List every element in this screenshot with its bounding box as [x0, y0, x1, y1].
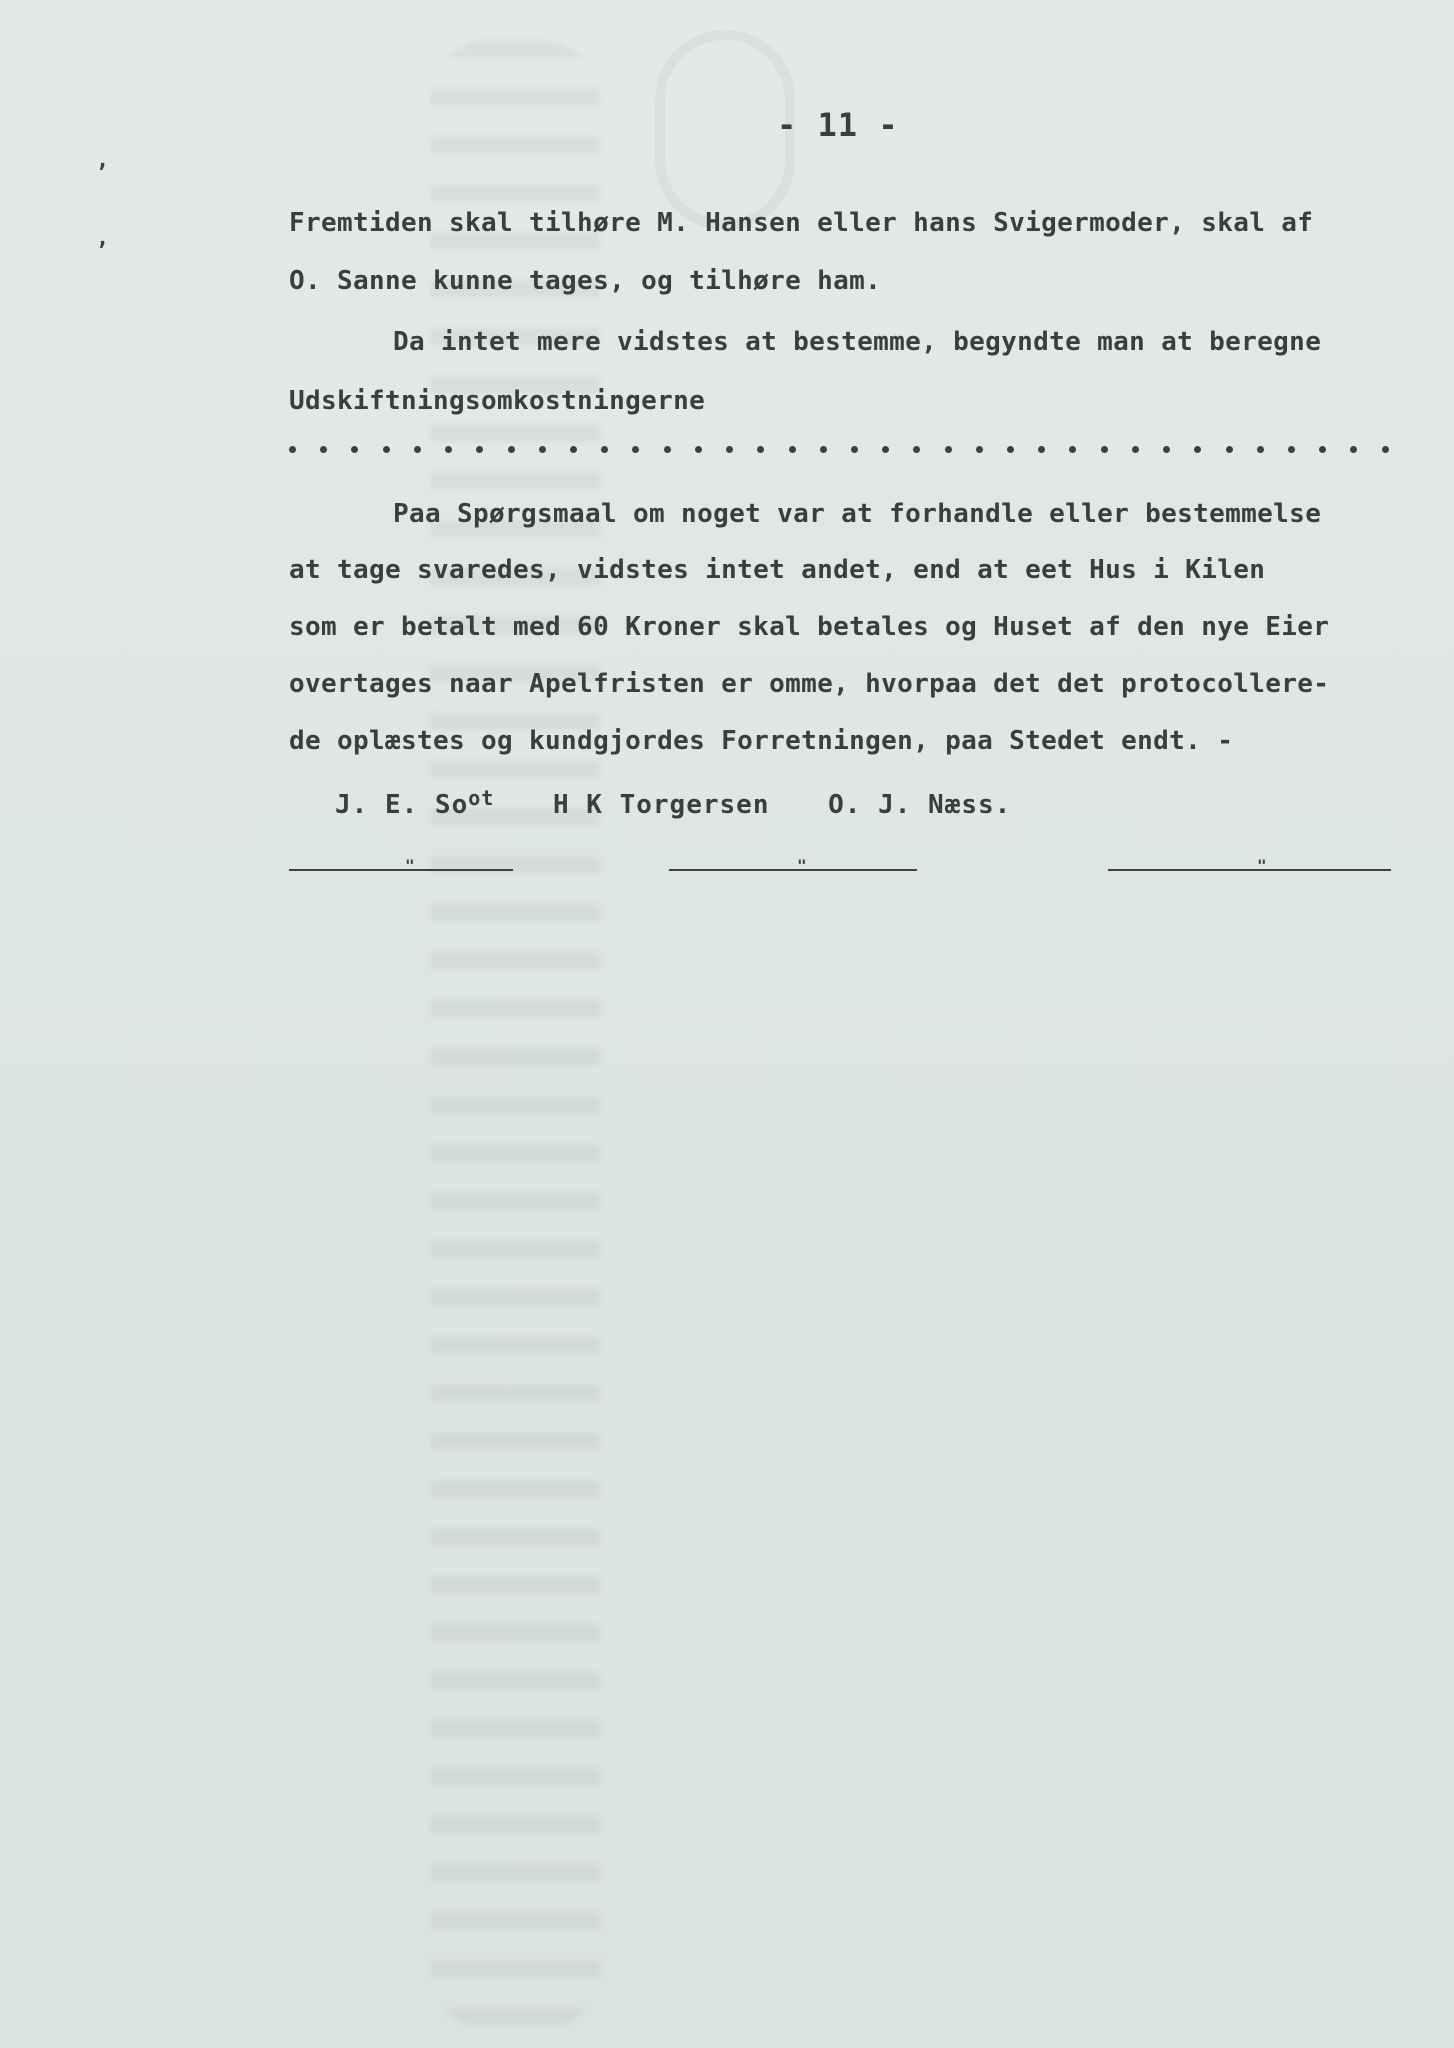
- text-line-5: Paa Spørgsmaal om noget var at forhandle eller bestemmelse: [393, 499, 1322, 529]
- signature-rule-right: [1108, 856, 1391, 879]
- text-line-2: O. Sanne kunne tages, og tilhøre ham.: [289, 266, 882, 296]
- separator-dot: [445, 446, 452, 453]
- separator-dot: [1194, 446, 1201, 453]
- text-line-6: at tage svaredes, vidstes intet andet, end at eet Hus i Kilen: [289, 555, 1266, 585]
- margin-mark-top: ,: [96, 148, 110, 173]
- separator-dot: [945, 446, 952, 453]
- separator-dot: [383, 446, 390, 453]
- signature-first-superscript: ot: [468, 786, 495, 810]
- page-number: - 11 -: [777, 106, 899, 144]
- separator-dot: [664, 446, 671, 453]
- signature-second: H K Torgersen: [552, 790, 770, 820]
- separator-dot: [601, 446, 608, 453]
- dotted-separator: [289, 446, 1389, 453]
- separator-dot: [508, 446, 515, 453]
- signature-third: O. J. Næss.: [828, 790, 1012, 820]
- separator-dot: [726, 446, 733, 453]
- signature-rule-middle: [669, 856, 917, 879]
- separator-dot: [1132, 446, 1139, 453]
- signature-first-text: J. E. So: [335, 790, 469, 820]
- separator-dot: [570, 446, 577, 453]
- rule-line: [1108, 869, 1391, 871]
- separator-dot: [320, 446, 327, 453]
- signature-rule-left: [289, 856, 513, 879]
- text-line-3: Da intet mere vidstes at bestemme, begyndte man at beregne: [393, 327, 1322, 357]
- separator-dot: [1163, 446, 1170, 453]
- text-line-9: de oplæstes og kundgjordes Forretningen, paa Stedet endt. -: [289, 726, 1234, 756]
- separator-dot: [1319, 446, 1326, 453]
- ditto-mark-right: ": [1257, 856, 1267, 875]
- separator-dot: [1382, 446, 1389, 453]
- bleed-through-seal: [655, 30, 795, 230]
- separator-dot: [351, 446, 358, 453]
- separator-dot: [1038, 446, 1045, 453]
- margin-mark-middle: ,: [96, 226, 110, 251]
- text-line-1: Fremtiden skal tilhøre M. Hansen eller hans Svigermoder, skal af: [289, 208, 1314, 238]
- separator-dot: [539, 446, 546, 453]
- separator-dot: [882, 446, 889, 453]
- ditto-mark-middle: ": [797, 856, 807, 875]
- separator-dot: [976, 446, 983, 453]
- separator-dot: [632, 446, 639, 453]
- separator-dot: [820, 446, 827, 453]
- separator-dot: [851, 446, 858, 453]
- separator-dot: [1069, 446, 1076, 453]
- separator-dot: [1350, 446, 1357, 453]
- separator-dot: [1257, 446, 1264, 453]
- text-line-4: Udskiftningsomkostningerne: [289, 386, 706, 416]
- signature-row: [335, 786, 1053, 821]
- separator-dot: [789, 446, 796, 453]
- separator-dot: [289, 446, 296, 453]
- separator-dot: [1226, 446, 1233, 453]
- separator-dot: [695, 446, 702, 453]
- separator-dot: [757, 446, 764, 453]
- separator-dot: [913, 446, 920, 453]
- text-line-8: overtages naar Apelfristen er omme, hvorpaa det det protocollere-: [289, 669, 1330, 699]
- separator-dot: [414, 446, 421, 453]
- separator-dot: [1101, 446, 1108, 453]
- signature-first: [335, 786, 495, 821]
- text-line-7: som er betalt med 60 Kroner skal betales og Huset af den nye Eier: [289, 612, 1330, 642]
- separator-dot: [476, 446, 483, 453]
- separator-dot: [1007, 446, 1014, 453]
- ditto-mark-left: ": [405, 856, 415, 875]
- rule-line: [669, 869, 917, 871]
- rule-line: [289, 869, 513, 871]
- separator-dot: [1288, 446, 1295, 453]
